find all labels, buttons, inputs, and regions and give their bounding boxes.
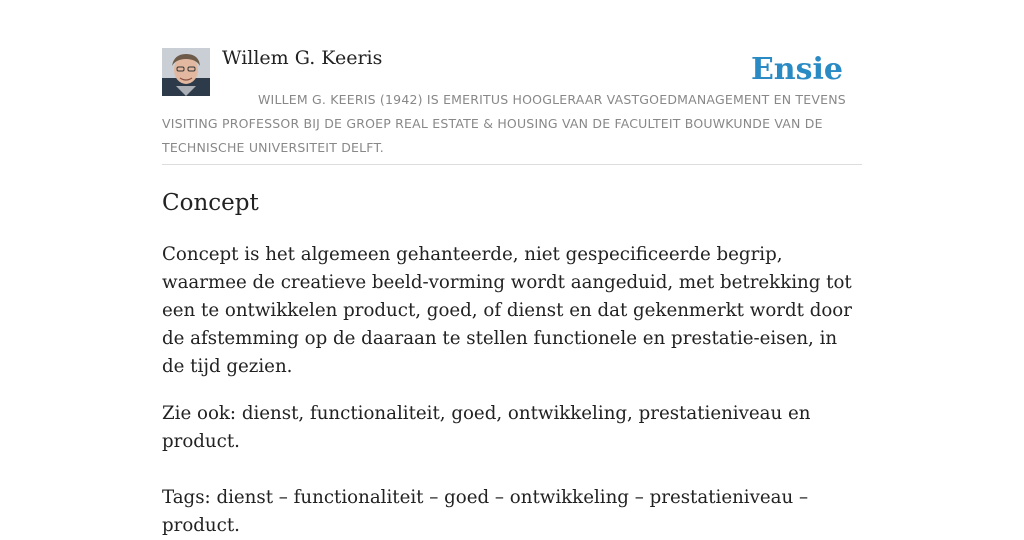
author-header bbox=[162, 46, 862, 165]
author-name[interactable]: Willem G. Keeris bbox=[222, 47, 383, 69]
see-also: Zie ook: dienst, functionaliteit, goed, ontwikkeling, prestatieniveau en product. bbox=[162, 403, 811, 452]
author-avatar bbox=[162, 48, 210, 96]
article-card bbox=[162, 46, 862, 540]
tags: Tags: dienst – functionaliteit – goed – ontwikkeling – prestatieniveau – product. bbox=[162, 487, 809, 536]
article-title: Concept bbox=[162, 190, 259, 216]
ensie-logo[interactable]: Ensie bbox=[750, 52, 843, 87]
article-paragraph: Concept is het algemeen gehanteerde, niet gespecificeerde begrip, waarmee de creatieve beeld-vorming wordt aangeduid, met betrekking tot een te ontwikkelen product, goed, of dienst en dat gekenmerkt wordt door de afstemming op de daaraan te stellen functionele en prestatie-eisen, in de tijd gezien. bbox=[162, 244, 852, 377]
author-bio-text: WILLEM G. KEERIS (1942) IS EMERITUS HOOGLERAAR VASTGOEDMANAGEMENT EN TEVENS VISITING PROFESSOR BIJ DE GROEP REAL ESTATE & HOUSING VAN DE FACULTEIT BOUWKUNDE VAN DE TECHNISCHE UNIVERSITEIT DELFT. bbox=[162, 92, 846, 155]
